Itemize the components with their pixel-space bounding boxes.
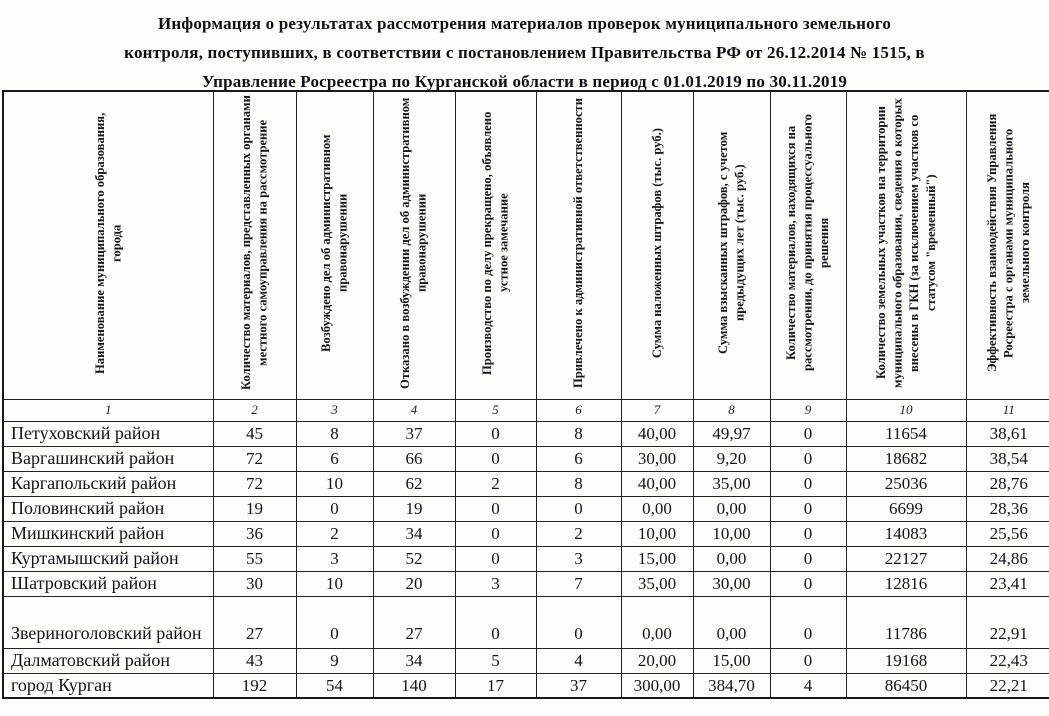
data-cell: 9,20 — [693, 446, 770, 471]
table-row — [3, 446, 1049, 471]
data-cell: 0,00 — [693, 496, 770, 521]
data-cell: 15,00 — [621, 546, 693, 571]
data-cell: 8 — [536, 421, 621, 446]
data-cell: 5 — [455, 648, 536, 673]
data-cell: 17 — [455, 673, 536, 698]
column-number-1: 1 — [3, 399, 213, 421]
data-cell: 35,00 — [693, 471, 770, 496]
data-cell: 43 — [213, 648, 296, 673]
data-cell: 3 — [296, 546, 373, 571]
table-row — [3, 596, 1049, 648]
municipality-name-cell: Мишкинский район — [3, 521, 213, 546]
data-cell: 30,00 — [621, 446, 693, 471]
table-row — [3, 421, 1049, 446]
data-cell: 38,61 — [966, 421, 1049, 446]
data-cell: 25,56 — [966, 521, 1049, 546]
column-number-7: 7 — [621, 399, 693, 421]
column-number-11: 11 — [966, 399, 1049, 421]
data-cell: 37 — [373, 421, 455, 446]
data-cell: 25036 — [846, 471, 966, 496]
data-cell: 11654 — [846, 421, 966, 446]
column-number-5: 5 — [455, 399, 536, 421]
data-cell: 300,00 — [621, 673, 693, 698]
data-cell: 37 — [536, 673, 621, 698]
table-row — [3, 546, 1049, 571]
data-cell: 0 — [455, 546, 536, 571]
table-row — [3, 521, 1049, 546]
column-header-2 — [213, 91, 296, 399]
data-cell: 14083 — [846, 521, 966, 546]
document-title-line-1: Информация о результатах рассмотрения материалов проверок муниципального земельного — [157, 14, 892, 33]
data-cell: 34 — [373, 521, 455, 546]
data-cell: 0 — [770, 546, 846, 571]
table-row — [3, 496, 1049, 521]
data-cell: 45 — [213, 421, 296, 446]
data-cell: 8 — [536, 471, 621, 496]
data-cell: 0 — [455, 446, 536, 471]
inspection-results-table — [2, 90, 1049, 699]
data-cell: 18682 — [846, 446, 966, 471]
data-cell: 24,86 — [966, 546, 1049, 571]
municipality-name-cell: Половинский район — [3, 496, 213, 521]
data-cell: 6699 — [846, 496, 966, 521]
column-header-8 — [693, 91, 770, 399]
column-number-3: 3 — [296, 399, 373, 421]
table-header-row — [3, 91, 1049, 399]
data-cell: 0 — [296, 496, 373, 521]
data-cell: 6 — [536, 446, 621, 471]
data-cell: 10 — [296, 571, 373, 596]
data-cell: 2 — [455, 471, 536, 496]
data-cell: 20,00 — [621, 648, 693, 673]
data-cell: 19 — [373, 496, 455, 521]
document-title — [45, 0, 1005, 96]
data-cell: 0 — [770, 421, 846, 446]
data-cell: 0 — [770, 596, 846, 648]
municipality-name-cell: Петуховский район — [3, 421, 213, 446]
data-cell: 384,70 — [693, 673, 770, 698]
data-cell: 0 — [770, 471, 846, 496]
column-number-4: 4 — [373, 399, 455, 421]
municipality-name-cell: город Курган — [3, 673, 213, 698]
column-header-text-3: Возбуждено дел об административном правонарушении — [318, 134, 350, 352]
column-header-text-2: Количество материалов, представленных органами местного самоуправления на рассмотрение — [238, 95, 270, 391]
data-cell: 22,91 — [966, 596, 1049, 648]
column-numbering-row — [3, 399, 1049, 421]
column-header-3 — [296, 91, 373, 399]
data-cell: 38,54 — [966, 446, 1049, 471]
column-header-5 — [455, 91, 536, 399]
data-cell: 22127 — [846, 546, 966, 571]
data-cell: 0,00 — [621, 596, 693, 648]
column-number-9: 9 — [770, 399, 846, 421]
data-cell: 40,00 — [621, 471, 693, 496]
data-cell: 6 — [296, 446, 373, 471]
data-cell: 8 — [296, 421, 373, 446]
column-number-6: 6 — [536, 399, 621, 421]
data-cell: 4 — [770, 673, 846, 698]
data-cell: 22,21 — [966, 673, 1049, 698]
table-row — [3, 471, 1049, 496]
data-cell: 0 — [296, 596, 373, 648]
data-cell: 54 — [296, 673, 373, 698]
data-cell: 140 — [373, 673, 455, 698]
column-number-10: 10 — [846, 399, 966, 421]
column-header-11 — [966, 91, 1049, 399]
column-header-text-6: Привлечено к административной ответственности — [571, 97, 586, 388]
data-cell: 28,36 — [966, 496, 1049, 521]
column-header-4 — [373, 91, 455, 399]
data-cell: 9 — [296, 648, 373, 673]
column-header-7 — [621, 91, 693, 399]
data-cell: 72 — [213, 471, 296, 496]
data-cell: 35,00 — [621, 571, 693, 596]
data-cell: 0,00 — [693, 596, 770, 648]
data-cell: 30 — [213, 571, 296, 596]
data-cell: 0 — [536, 496, 621, 521]
column-header-9 — [770, 91, 846, 399]
data-cell: 27 — [213, 596, 296, 648]
data-cell: 30,00 — [693, 571, 770, 596]
data-cell: 40,00 — [621, 421, 693, 446]
data-cell: 12816 — [846, 571, 966, 596]
data-cell: 0 — [455, 496, 536, 521]
column-header-text-4: Отказано в возбуждении дел об административном правонарушении — [398, 97, 429, 389]
data-cell: 0 — [455, 421, 536, 446]
data-cell: 2 — [296, 521, 373, 546]
data-cell: 10 — [296, 471, 373, 496]
data-cell: 0 — [770, 571, 846, 596]
data-cell: 10,00 — [621, 521, 693, 546]
table-row — [3, 571, 1049, 596]
document-title-line-3: Управление Росреестра по Курганской области в период с 01.01.2019 по 30.11.2019 — [201, 72, 848, 91]
data-cell: 20 — [373, 571, 455, 596]
data-cell: 0,00 — [693, 546, 770, 571]
column-header-text-11: Эффективность взаимодействия Управления Росреестра с органами муниципального земельного контроля — [984, 113, 1033, 372]
data-cell: 34 — [373, 648, 455, 673]
data-cell: 2 — [536, 521, 621, 546]
municipality-name-cell: Куртамышский район — [3, 546, 213, 571]
table-row — [3, 673, 1049, 698]
column-number-8: 8 — [693, 399, 770, 421]
column-header-text-1: Наименование муниципального образования, города — [92, 112, 124, 374]
data-cell: 15,00 — [693, 648, 770, 673]
municipality-name-cell: Далматовский район — [3, 648, 213, 673]
column-header-6 — [536, 91, 621, 399]
municipality-name-cell: Каргапольский район — [3, 471, 213, 496]
data-cell: 0 — [455, 521, 536, 546]
table-row — [3, 648, 1049, 673]
data-cell: 28,76 — [966, 471, 1049, 496]
column-header-text-10: Количество земельных участков на территории муниципального образования, сведения о которых внесены в ГКН (за исключением участков со статусом "временный") — [873, 97, 938, 388]
data-cell: 19 — [213, 496, 296, 521]
data-cell: 0 — [536, 596, 621, 648]
municipality-name-cell: Варгашинский район — [3, 446, 213, 471]
data-cell: 3 — [536, 546, 621, 571]
data-cell: 62 — [373, 471, 455, 496]
data-cell: 72 — [213, 446, 296, 471]
data-cell: 3 — [455, 571, 536, 596]
data-cell: 23,41 — [966, 571, 1049, 596]
column-header-text-5: Производство по делу прекращено, объявлено устное замечание — [479, 111, 511, 375]
column-header-text-9: Количество материалов, находящихся на рассмотрении, до принятия процессуального решения — [784, 114, 832, 372]
data-cell: 0 — [770, 496, 846, 521]
data-cell: 192 — [213, 673, 296, 698]
data-cell: 4 — [536, 648, 621, 673]
data-cell: 0 — [455, 596, 536, 648]
data-cell: 0,00 — [621, 496, 693, 521]
municipality-name-cell: Звериноголовский район — [3, 596, 213, 648]
data-cell: 22,43 — [966, 648, 1049, 673]
data-cell: 36 — [213, 521, 296, 546]
column-header-text-7: Сумма наложенных штрафов (тыс. руб.) — [649, 127, 664, 358]
document-title-line-2: контроля, поступивших, в соответствии с постановлением Правительства РФ от 26.12.2014 № 1515, в — [124, 43, 925, 62]
data-cell: 0 — [770, 648, 846, 673]
data-cell: 11786 — [846, 596, 966, 648]
data-cell: 49,97 — [693, 421, 770, 446]
data-cell: 86450 — [846, 673, 966, 698]
data-cell: 66 — [373, 446, 455, 471]
data-cell: 52 — [373, 546, 455, 571]
data-cell: 10,00 — [693, 521, 770, 546]
data-cell: 7 — [536, 571, 621, 596]
data-cell: 55 — [213, 546, 296, 571]
column-header-text-8: Сумма взысканных штрафов, с учетом предыдущих лет (тыс. руб.) — [715, 131, 747, 354]
data-cell: 27 — [373, 596, 455, 648]
data-cell: 0 — [770, 446, 846, 471]
column-header-10 — [846, 91, 966, 399]
data-cell: 0 — [770, 521, 846, 546]
column-number-2: 2 — [213, 399, 296, 421]
data-cell: 19168 — [846, 648, 966, 673]
column-header-1 — [3, 91, 213, 399]
municipality-name-cell: Шатровский район — [3, 571, 213, 596]
